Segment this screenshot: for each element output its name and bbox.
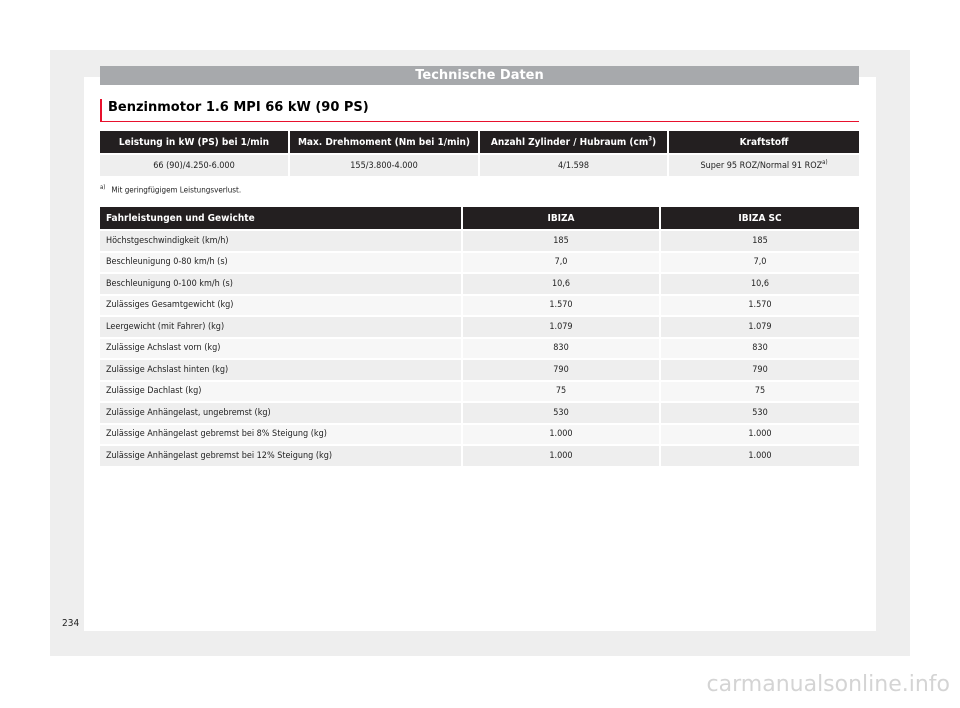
value-ibiza-sc: 1.000 [661, 444, 859, 466]
engine-cell-cylinders: 4/1.598 [480, 153, 669, 176]
row-label: Zulässige Anhängelast, ungebremst (kg) [100, 401, 463, 423]
performance-header-ibiza: IBIZA [463, 207, 661, 229]
row-label: Beschleunigung 0-100 km/h (s) [100, 272, 463, 294]
value-ibiza: 1.079 [463, 315, 661, 337]
engine-header-power: Leistung in kW (PS) bei 1/min [100, 131, 290, 153]
performance-table [100, 207, 859, 466]
table-row [100, 337, 859, 359]
engine-header-torque: Max. Drehmoment (Nm bei 1/min) [290, 131, 480, 153]
engine-table [100, 131, 859, 176]
value-ibiza-sc: 1.570 [661, 294, 859, 316]
row-label: Zulässige Anhängelast gebremst bei 12% Steigung (kg) [100, 444, 463, 466]
footnote [100, 184, 241, 195]
engine-cell-torque: 155/3.800-4.000 [290, 153, 480, 176]
section-accent-bar [100, 99, 102, 121]
row-label: Beschleunigung 0-80 km/h (s) [100, 251, 463, 273]
engine-header-cylinders: Anzahl Zylinder / Hubraum $(cm^3)$ [480, 131, 669, 153]
value-ibiza-sc: 530 [661, 401, 859, 423]
value-ibiza: 830 [463, 337, 661, 359]
row-label: Zulässige Achslast vorn (kg) [100, 337, 463, 359]
value-ibiza: 75 [463, 380, 661, 402]
table-row [100, 401, 859, 423]
table-row [100, 358, 859, 380]
row-label: Zulässiges Gesamtgewicht (kg) [100, 294, 463, 316]
value-ibiza: 7,0 [463, 251, 661, 273]
page-number: 234 [62, 618, 80, 629]
table-row [100, 423, 859, 445]
table-row [100, 272, 859, 294]
footnote-ref: a) [822, 158, 828, 166]
value-ibiza: 1.570 [463, 294, 661, 316]
watermark-text: carmanualsonline.info [706, 672, 950, 697]
section-title: Benzinmotor 1.6 MPI 66 kW (90 PS) [108, 100, 369, 115]
engine-table-header-row [100, 131, 859, 153]
value-ibiza-sc: 7,0 [661, 251, 859, 273]
engine-header-fuel: Kraftstoff [669, 131, 859, 153]
engine-cell-fuel: Super 95 ROZ/Normal 91 ROZ$^{a)}$ [669, 153, 859, 176]
value-ibiza-sc: 185 [661, 229, 859, 251]
table-row [100, 444, 859, 466]
section-heading [100, 99, 859, 122]
table-row [100, 229, 859, 251]
performance-header-ibiza-sc: IBIZA SC [661, 207, 859, 229]
value-ibiza-sc: 1.000 [661, 423, 859, 445]
footnote-mark: a) [100, 184, 106, 191]
engine-table-row [100, 153, 859, 176]
value-ibiza-sc: 1.079 [661, 315, 859, 337]
row-label: Zulässige Anhängelast gebremst bei 8% Steigung (kg) [100, 423, 463, 445]
row-label: Leergewicht (mit Fahrer) (kg) [100, 315, 463, 337]
chapter-header: Technische Daten [100, 66, 859, 85]
performance-table-header-row [100, 207, 859, 229]
table-row [100, 251, 859, 273]
performance-header-label: Fahrleistungen und Gewichte [100, 207, 463, 229]
table-row [100, 294, 859, 316]
value-ibiza-sc: 10,6 [661, 272, 859, 294]
value-ibiza: 185 [463, 229, 661, 251]
row-label: Höchstgeschwindigkeit (km/h) [100, 229, 463, 251]
footnote-text: Mit geringfügigem Leistungsverlust. [111, 185, 242, 195]
value-ibiza: 790 [463, 358, 661, 380]
value-ibiza: 10,6 [463, 272, 661, 294]
value-ibiza: 1.000 [463, 423, 661, 445]
row-label: Zulässige Dachlast (kg) [100, 380, 463, 402]
table-row [100, 315, 859, 337]
row-label: Zulässige Achslast hinten (kg) [100, 358, 463, 380]
value-ibiza: 1.000 [463, 444, 661, 466]
table-row [100, 380, 859, 402]
value-ibiza-sc: 830 [661, 337, 859, 359]
value-ibiza-sc: 75 [661, 380, 859, 402]
value-ibiza: 530 [463, 401, 661, 423]
engine-cell-power: 66 (90)/4.250-6.000 [100, 153, 290, 176]
value-ibiza-sc: 790 [661, 358, 859, 380]
